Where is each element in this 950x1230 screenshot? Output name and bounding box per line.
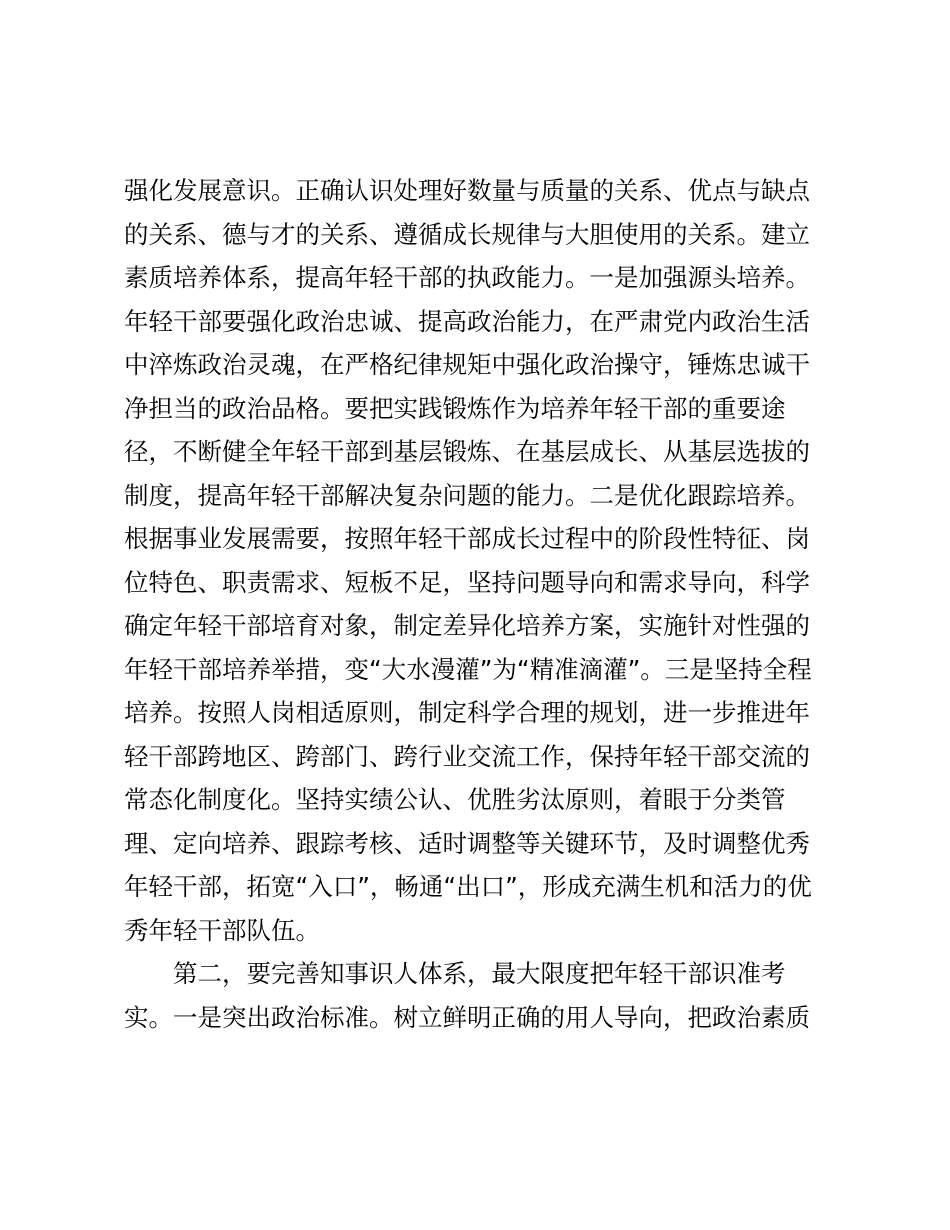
- text-line: 根据事业发展需要，按照年轻干部成长过程中的阶段性特征、岗: [124, 524, 810, 553]
- text-line: 中淬炼政治灵魂，在严格纪律规矩中强化政治操守，锤炼忠诚干: [124, 350, 810, 379]
- text-line: 净担当的政治品格。要把实践锻炼作为培养年轻干部的重要途: [124, 393, 786, 423]
- paragraph-start-line: 第二，要完善知事识人体系，最大限度把年轻干部识准考: [173, 959, 786, 988]
- text-line: 径，不断健全年轻干部到基层锻炼、在基层成长、从基层选拔的: [124, 437, 810, 466]
- text-line: 制度，提高年轻干部解决复杂问题的能力。二是优化跟踪培养。: [124, 480, 810, 510]
- text-line: 年轻干部，拓宽“入口”，畅通“出口”，形成充满生机和活力的优: [124, 872, 812, 901]
- text-line: 年轻干部培养举措，变“大水漫灌”为“精准滴灌”。三是坚持全程: [124, 654, 812, 684]
- body-text: [124, 169, 824, 1039]
- text-line: 素质培养体系，提高年轻干部的执政能力。一是加强源头培养。: [124, 263, 810, 292]
- text-line: 的关系、德与才的关系、遵循成长规律与大胆使用的关系。建立: [124, 219, 810, 249]
- text-line: 培养。按照人岗相适原则，制定科学合理的规划，进一步推进年: [124, 698, 810, 727]
- text-line: 理、定向培养、跟踪考核、适时调整等关键环节，及时调整优秀: [124, 828, 810, 858]
- text-line: 确定年轻干部培育对象，制定差异化培养方案，实施针对性强的: [124, 611, 810, 640]
- text-line: 常态化制度化。坚持实绩公认、优胜劣汰原则，着眼于分类管: [124, 785, 786, 814]
- text-line: 轻干部跨地区、跨部门、跨行业交流工作，保持年轻干部交流的: [124, 741, 810, 771]
- text-line: 实。一是突出政治标准。树立鲜明正确的用人导向，把政治素质: [124, 1002, 810, 1032]
- text-line: 年轻干部要强化政治忠诚、提高政治能力，在严肃党内政治生活: [124, 306, 810, 336]
- text-line: 位特色、职责需求、短板不足，坚持问题导向和需求导向，科学: [124, 567, 810, 597]
- text-line: 强化发展意识。正确认识处理好数量与质量的关系、优点与缺点: [124, 176, 810, 205]
- text-line: 秀年轻干部队伍。: [124, 915, 320, 945]
